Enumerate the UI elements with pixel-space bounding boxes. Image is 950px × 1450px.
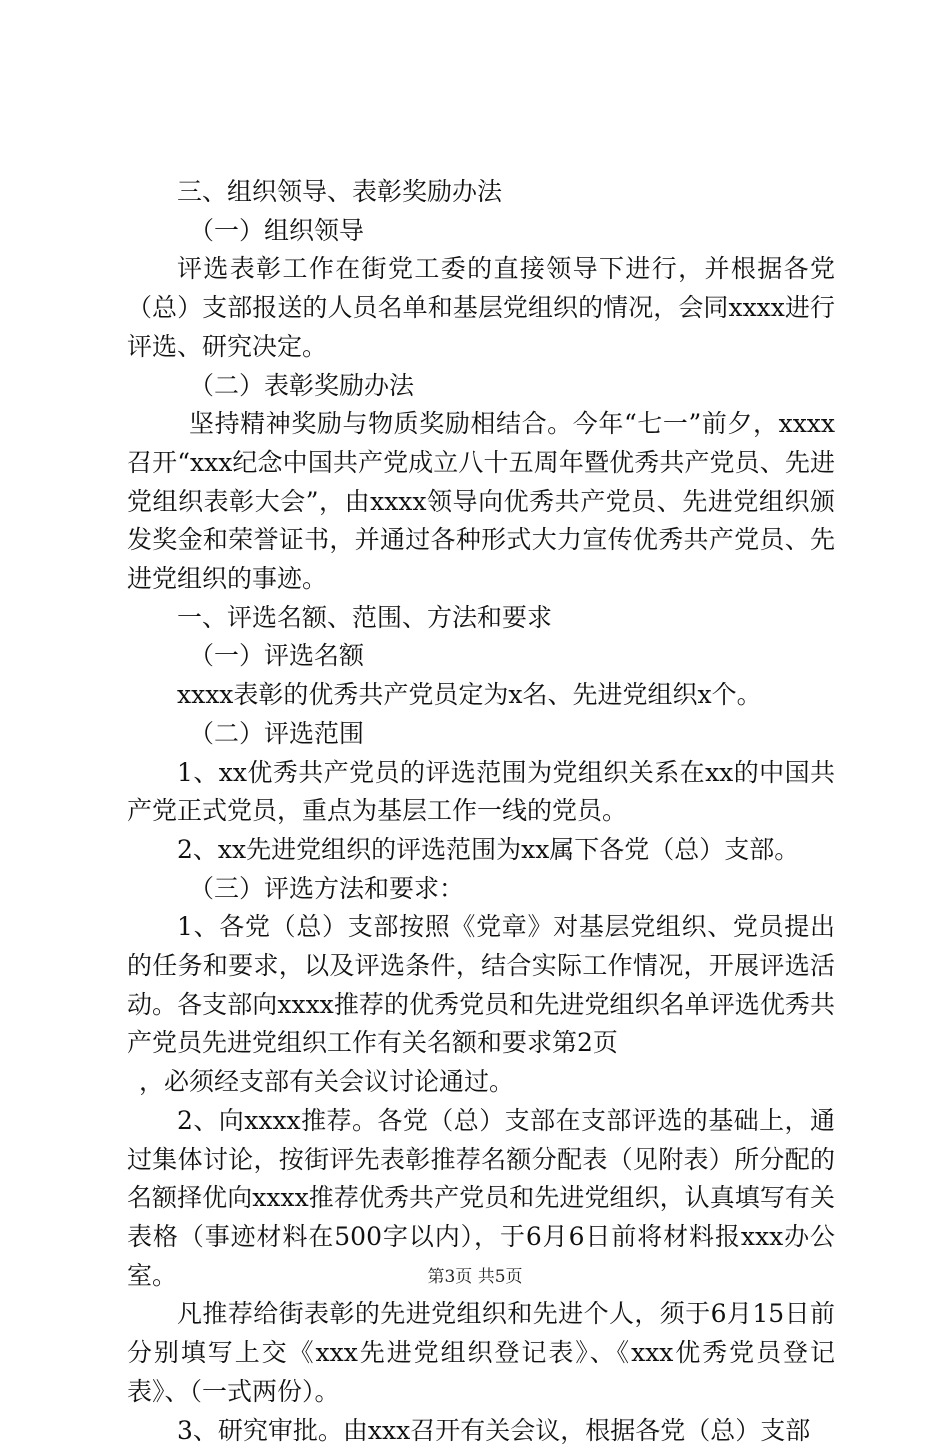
paragraph: （一）组织领导 [127, 212, 835, 251]
paragraph: 三、组织领导、表彰奖励办法 [127, 173, 835, 212]
paragraph: 1、xx优秀共产党员的评选范围为党组织关系在xx的中国共产党正式党员，重点为基层工作一线的党员。 [127, 754, 835, 831]
paragraph: 凡推荐给街表彰的先进党组织和先进个人，须于6月15日前分别填写上交《xxx先进党组织登记表》、《xxx优秀党员登记表》、（一式两份）。 [127, 1295, 835, 1411]
page-footer [0, 1266, 950, 1288]
paragraph: （一）评选名额 [127, 637, 835, 676]
paragraph: xxxx表彰的优秀共产党员定为x名、先进党组织x个。 [127, 676, 835, 715]
paragraph: 1、各党（总）支部按照《党章》对基层党组织、党员提出的任务和要求，以及评选条件，结合实际工作情况，开展评选活动。各支部向xxxx推荐的优秀党员和先进党组织名单评选优秀共产党员先进党组织工作有关名额和要求第2页 [127, 908, 835, 1063]
document-body [127, 173, 835, 1450]
paragraph: 2、xx先进党组织的评选范围为xx属下各党（总）支部。 [127, 831, 835, 870]
paragraph: （二）表彰奖励办法 [127, 367, 835, 406]
paragraph: 2、向xxxx推荐。各党（总）支部在支部评选的基础上，通过集体讨论，按街评先表彰推荐名额分配表（见附表）所分配的名额择优向xxxx推荐优秀共产党员和先进党组织，认真填写有关表格（事迹材料在500字以内），于6月6日前将材料报xxx办公室。 [127, 1102, 835, 1296]
page-number-label: 第3页 共5页 [427, 1267, 522, 1287]
paragraph: （二）评选范围 [127, 715, 835, 754]
paragraph: （三）评选方法和要求： [127, 870, 835, 909]
paragraph: 一、评选名额、范围、方法和要求 [127, 599, 835, 638]
paragraph: ，必须经支部有关会议讨论通过。 [127, 1063, 835, 1102]
paragraph: 评选表彰工作在街党工委的直接领导下进行，并根据各党（总）支部报送的人员名单和基层党组织的情况，会同xxxx进行评选、研究决定。 [127, 250, 835, 366]
paragraph: 3、研究审批。由xxx召开有关会议，根据各党（总）支部 [127, 1412, 835, 1450]
paragraph: 坚持精神奖励与物质奖励相结合。今年“七一”前夕，xxxx召开“xxx纪念中国共产党成立八十五周年暨优秀共产党员、先进党组织表彰大会”，由xxxx领导向优秀共产党员、先进党组织颁发奖金和荣誉证书，并通过各种形式大力宣传优秀共产党员、先进党组织的事迹。 [127, 405, 835, 599]
